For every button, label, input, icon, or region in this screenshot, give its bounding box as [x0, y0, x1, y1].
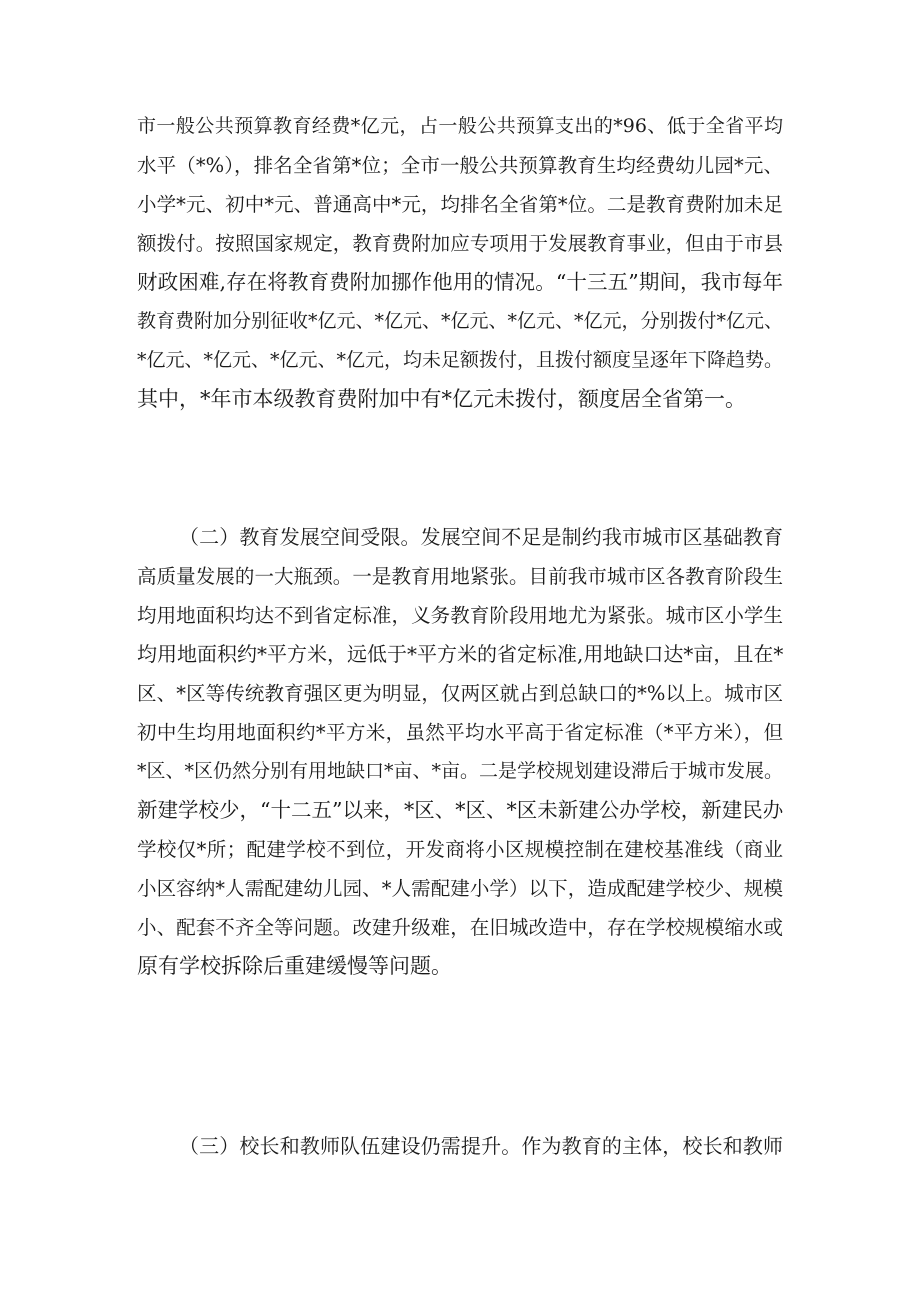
paragraph-development-space [137, 518, 783, 986]
text-line: 区、*区等传统教育强区更为明显，仅两区就占到总缺口的*%以上。城市区 [137, 682, 783, 705]
text-line: 水平（*%），排名全省第*位；全市一般公共预算教育生均经费幼儿园*元、 [137, 154, 783, 177]
text-line: 财政困难,存在将教育费附加挪作他用的情况。“十三五”期间，我市每年 [137, 270, 783, 294]
text-line: 高质量发展的一大瓶颈。一是教育用地紧张。目前我市城市区各教育阶段生 [137, 565, 783, 588]
text-line: 小、配套不齐全等问题。改建升级难，在旧城改造中，存在学校规模缩水或 [137, 916, 783, 939]
text-line: 小学*元、初中*元、普通高中*元，均排名全省第*位。二是教育费附加未足 [137, 193, 783, 216]
text-line: 其中，*年市本级教育费附加中有*亿元未拨付，额度居全省第一。 [137, 387, 746, 411]
text-line: 初中生均用地面积约*平方米，虽然平均水平高于省定标准（*平方米），但 [137, 721, 783, 744]
text-line: 额拨付。按照国家规定，教育费附加应专项用于发展教育事业，但由于市县 [137, 232, 783, 255]
paragraph-education-funding [137, 107, 783, 419]
text-line: 均用地面积均达不到省定标准，义务教育阶段用地尤为紧张。城市区小学生 [137, 604, 783, 627]
text-line: 教育费附加分别征收*亿元、*亿元、*亿元、*亿元、*亿元，分别拨付*亿元、 [137, 310, 784, 332]
section-heading-line: （二）教育发展空间受限。发展空间不足是制约我市城市区基础教育 [179, 525, 783, 549]
text-line: 市一般公共预算教育经费*亿元，占一般公共预算支出的*96、低于全省平均 [137, 115, 783, 137]
text-line: 学校仅*所；配建学校不到位，开发商将小区规模控制在建校基准线（商业 [137, 838, 783, 861]
text-line: 均用地面积约*平方米，远低于*平方米的省定标准,用地缺口达*亩，且在* [137, 642, 784, 666]
text-line: 小区容纳*人需配建幼儿园、*人需配建小学）以下，造成配建学校少、规模 [137, 877, 783, 900]
text-line: *亿元、*亿元、*亿元、*亿元，均未足额拨付，且拨付额度呈逐年下降趋势。 [137, 349, 784, 371]
text-line: 新建学校少，“十二五”以来，*区、*区、*区未新建公办学校，新建民办 [137, 798, 784, 822]
text-line: *区、*区仍然分别有用地缺口*亩、*亩。二是学校规划建设滞后于城市发展。 [137, 760, 784, 782]
section-heading-line: （三）校长和教师队伍建设仍需提升。作为教育的主体，校长和教师 [179, 1134, 783, 1158]
text-line: 原有学校拆除后重建缓慢等问题。 [137, 954, 452, 978]
paragraph-teacher-team [137, 1127, 783, 1166]
